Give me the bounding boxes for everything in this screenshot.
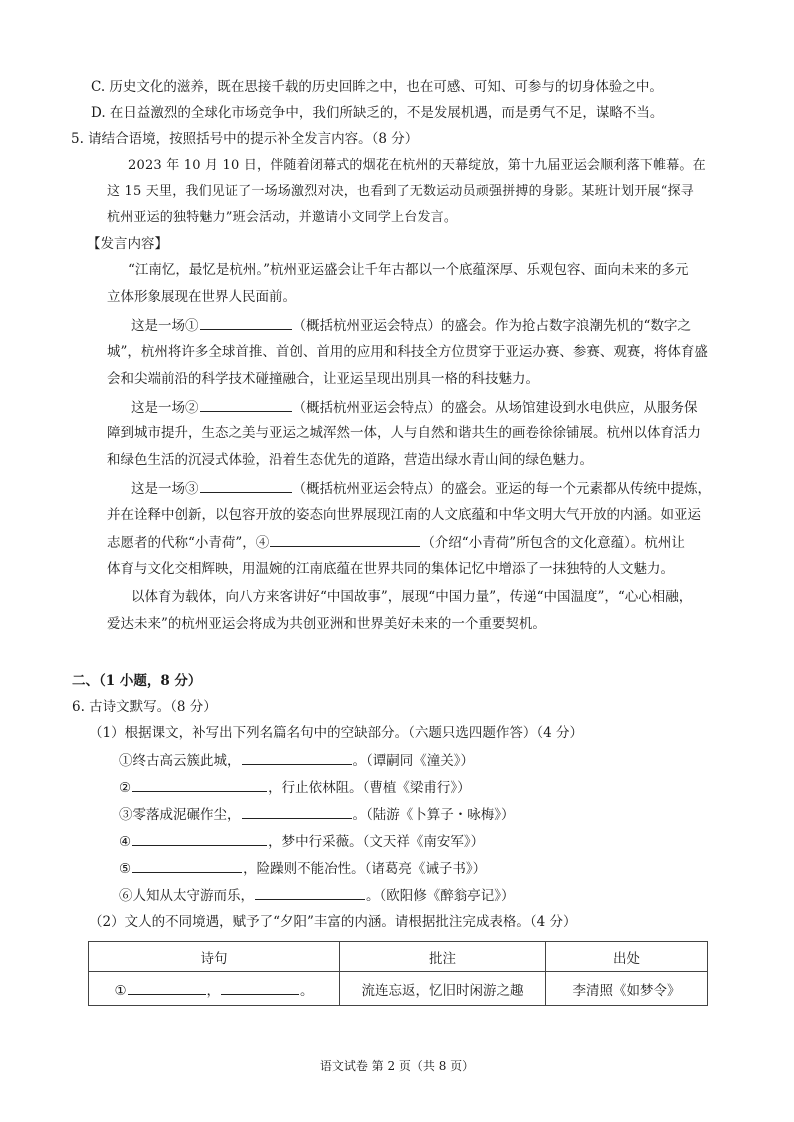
part-2-heading: 二、（1 小题，8 分）: [72, 673, 202, 689]
verse-period: 。: [300, 982, 314, 999]
verse-cell: [89, 972, 340, 1006]
para1-prefix: 这是一场①: [131, 318, 199, 334]
header-annotation: 批注: [340, 942, 546, 972]
q5-context-line: 2023 年 10 月 10 日，伴随着闭幕式的烟花在杭州的天幕绽放，第十九届亚运会顺利落下帷幕。在: [128, 158, 706, 173]
page-footer: 语文试卷 第 2 页（共 8 页）: [319, 1059, 475, 1073]
closing-line: 爱达未来”的杭州亚运会将成为共创亚洲和世界美好未来的一个重要契机。: [107, 616, 546, 632]
item-suffix: 。（欧阳修《醉翁亭记》）: [366, 888, 515, 904]
para2-prefix: 这是一场②: [131, 400, 199, 416]
q6-sub2: （2）文人的不同境遇，赋予了“夕阳”丰富的内涵。请根据批注完成表格。（4 分）: [89, 914, 577, 930]
para1-hint: （概括杭州亚运会特点）的盛会。作为抢占数字浪潮先机的“数字之: [292, 318, 691, 334]
q6-sub1: （1）根据课文，补写出下列名篇名句中的空缺部分。（六题只选四题作答）（4 分）: [89, 725, 583, 741]
question-5-stem: 5. 请结合语境，按照括号中的提示补全发言内容。（8 分）: [71, 131, 419, 147]
para3-line3-prefix: 志愿者的代称“小青荷”，④: [107, 535, 270, 551]
item-prefix: ④: [119, 834, 132, 850]
para2-hint: （概括杭州亚运会特点）的盛会。从场馆建设到水电供应，从服务保: [292, 400, 698, 416]
option-c: C. 历史文化的滋养，既在思接千载的历史回眸之中，也在可感、可知、可参与的切身体验之中。: [91, 79, 663, 95]
item-prefix: ⑤: [119, 861, 132, 877]
para1-line: 城”，杭州将许多全球首推、首创、首用的应用和科技全方位贯穿于亚运办赛、参赛、观赛，将体育盛: [107, 344, 708, 360]
header-verse: 诗句: [89, 942, 340, 972]
para2-line: 和绿色生活的沉浸式体验，沿着生态优先的道路，营造出绿水青山间的绿色魅力。: [107, 452, 593, 468]
q5-context-line: 杭州亚运的独特魅力”班会活动，并邀请小文同学上台发言。: [107, 210, 458, 225]
recitation-item: [119, 778, 471, 797]
speech-intro-line: “江南忆，最忆是杭州。”杭州亚运盛会让千年古都以一个底蕴深厚、乐观包容、面向未来的多元: [128, 262, 689, 278]
sunset-table: [88, 941, 708, 1006]
para3-prefix: 这是一场③: [131, 481, 199, 497]
annotation-cell: 流连忘返，忆旧时闲游之趣: [340, 972, 546, 1006]
para3-line3-suffix: （介绍“小青荷”所包含的文化意蕴）。杭州让: [421, 535, 685, 551]
item-suffix: 。（陆游《卜算子・咏梅》）: [352, 807, 515, 823]
question-6-stem: 6. 古诗文默写。（8 分）: [72, 699, 217, 715]
item-suffix: ，行止依林阻。（曹植《梁甫行》）: [268, 780, 471, 796]
verse-blank-a[interactable]: [128, 981, 206, 995]
blank-2[interactable]: [200, 398, 292, 412]
para3-line: 体育与文化交相辉映，用温婉的江南底蕴在世界共同的集体记忆中增添了一抹独特的人文魅力。: [107, 561, 674, 577]
para3-first-line: [131, 479, 711, 498]
source-cell: 李清照《如梦令》: [546, 972, 708, 1006]
para3-hint: （概括杭州亚运会特点）的盛会。亚运的每一个元素都从传统中提炼，: [292, 481, 711, 497]
recitation-item: [119, 859, 486, 878]
blank-recite-1[interactable]: [242, 751, 352, 765]
item-prefix: ⑥人知从太守游而乐，: [119, 888, 254, 904]
blank-recite-2[interactable]: [132, 778, 267, 792]
item-prefix: ③零落成泥碾作尘，: [119, 807, 241, 823]
para1-first-line: [131, 316, 691, 335]
q5-context-line: 这 15 天里，我们见证了一场场激烈对决，也看到了无数运动员顽强拼搏的身影。某班计划开展“探寻: [107, 184, 694, 199]
para3-line: 并在诠释中创新，以包容开放的姿态向世界展现江南的人文底蕴和中华文明大气开放的内涵。如亚运: [107, 507, 701, 523]
para2-line: 障到城市提升，生态之美与亚运之城浑然一体，人与自然和谐共生的画卷徐徐铺展。杭州以体育活力: [107, 425, 701, 441]
para1-line: 会和尖端前沿的科学技术碰撞融合，让亚运呈现出別具一格的科技魅力。: [107, 371, 539, 387]
recitation-item: [119, 751, 474, 770]
blank-recite-5[interactable]: [132, 859, 242, 873]
para3-line-blank4: [107, 533, 685, 552]
item-suffix: ，险躁则不能冶性。（诸葛亮《诫子书》）: [243, 861, 487, 877]
blank-1[interactable]: [200, 316, 292, 330]
header-source: 出处: [546, 942, 708, 972]
speech-section-label: 【发言内容】: [87, 236, 168, 252]
blank-3[interactable]: [200, 479, 292, 493]
blank-recite-6[interactable]: [255, 886, 365, 900]
speech-intro-line: 立体形象展现在世界人民面前。: [107, 289, 296, 305]
verse-blank-b[interactable]: [221, 981, 299, 995]
item-suffix: 。（谭嗣同《潼关》）: [352, 753, 474, 769]
verse-comma: ，: [206, 982, 221, 999]
verse-number: ①: [114, 982, 127, 999]
item-suffix: ，梦中行采薇。（文天祥《南安军》）: [268, 834, 485, 850]
blank-recite-3[interactable]: [242, 805, 352, 819]
closing-line: 以体育为载体，向八方来客讲好“中国故事”，展现“中国力量”，传递“中国温度”，“心心相融，: [131, 589, 693, 605]
blank-4[interactable]: [270, 533, 420, 547]
recitation-item: [119, 886, 515, 905]
recitation-item: [119, 805, 515, 824]
recitation-item: [119, 832, 484, 851]
item-prefix: ①终古高云簇此城，: [119, 753, 241, 769]
para2-first-line: [131, 398, 698, 417]
blank-recite-4[interactable]: [132, 832, 267, 846]
option-d: D. 在日益激烈的全球化市场竞争中，我们所缺乏的，不是发展机遇，而是勇气不足，谋略不当。: [91, 105, 664, 121]
item-prefix: ②: [119, 780, 132, 796]
